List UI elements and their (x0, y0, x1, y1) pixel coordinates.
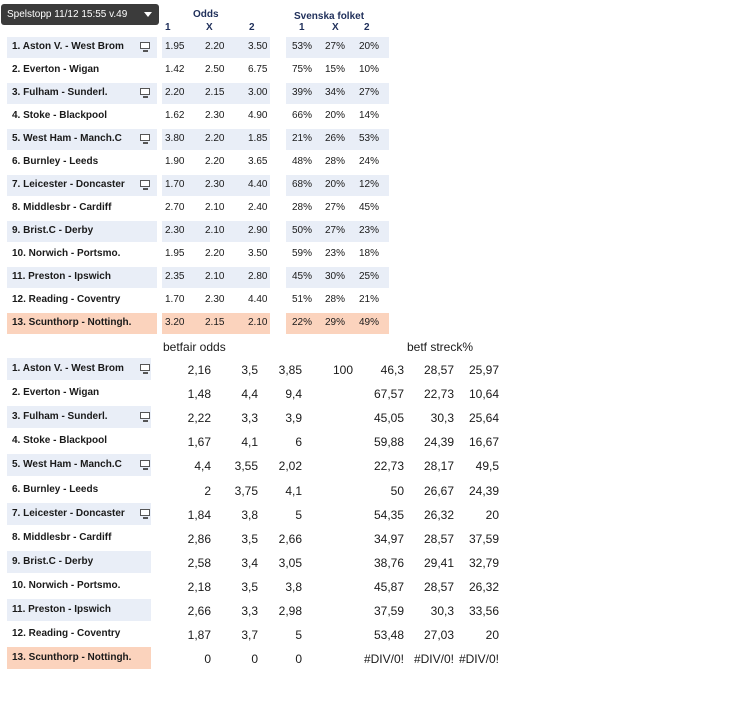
match-name: 13. Scunthorp - Nottingh. (12, 317, 132, 328)
betfair-odds-value: 3,5 (241, 579, 258, 594)
betfair-streck-value: 54,35 (373, 507, 404, 522)
match-name: 9. Brist.C - Derby (12, 225, 94, 236)
tv-icon (140, 134, 150, 141)
match-name: 2. Everton - Wigan (12, 387, 100, 399)
match-row[interactable] (0, 83, 390, 104)
betfair-odds-value: 4,1 (285, 483, 302, 498)
svenska-percent: 22% (292, 317, 313, 328)
betfair-row[interactable] (0, 454, 510, 476)
svenska-percent: 18% (359, 248, 380, 259)
betfair-streck-value: #DIV/0! (413, 652, 454, 667)
match-name: 6. Burnley - Leeds (12, 483, 99, 495)
odds-value: 1.95 (165, 248, 185, 259)
betfair-odds-value: 3,8 (241, 507, 258, 522)
svenska-percent: 20% (359, 41, 380, 52)
svenska-percent: 30% (325, 271, 346, 282)
odds-value: 2.10 (205, 271, 225, 282)
odds-value: 1.42 (165, 64, 185, 75)
odds-value: 1.62 (165, 110, 185, 121)
betfair-odds-value: 1,48 (187, 387, 211, 402)
match-name: 7. Leicester - Doncaster (12, 179, 125, 190)
tv-icon (140, 364, 150, 371)
odds-value: 1.95 (165, 41, 185, 52)
svenska-percent: 51% (292, 294, 313, 305)
match-name: 6. Burnley - Leeds (12, 156, 99, 167)
svenska-folket-header: Svenska folket (294, 11, 365, 22)
betfair-streck-value: 28,17 (423, 459, 454, 474)
svenska-percent: 53% (359, 133, 380, 144)
betfair-streck-value: 26,32 (468, 579, 499, 594)
match-row[interactable] (0, 267, 390, 288)
match-row[interactable] (0, 198, 390, 219)
svenska-percent: 12% (359, 179, 380, 190)
betfair-streck-value: 45,87 (373, 579, 404, 594)
svenska-percent: 24% (359, 156, 380, 167)
betfair-odds-value: 2,98 (278, 604, 302, 618)
svenska-percent: 27% (325, 41, 346, 52)
svenska-percent: 28% (292, 202, 313, 213)
svenska-percent: 75% (292, 64, 313, 75)
betfair-odds-value: 3,8 (285, 579, 302, 594)
tv-icon (140, 88, 150, 95)
betfair-streck-value: 25,64 (468, 411, 499, 426)
odds-value: 2.90 (248, 225, 268, 236)
betfair-odds-value: 3,3 (241, 411, 258, 426)
betfair-streck-value: 67,57 (373, 387, 404, 402)
sv-col-x: X (332, 22, 339, 33)
betfair-row[interactable] (0, 527, 510, 549)
odds-value: 2.30 (205, 294, 225, 305)
betfair-streck-value: #DIV/0! (363, 652, 404, 667)
odds-value: 2.40 (248, 202, 268, 213)
betfair-row[interactable] (0, 479, 510, 501)
betfair-odds-value: 3,05 (278, 555, 302, 570)
betfair-odds-value: 2,58 (187, 555, 211, 570)
betfair-odds-value: 2,86 (187, 531, 211, 546)
odds-value: 4.40 (248, 294, 268, 305)
odds-value: 3.00 (248, 87, 268, 98)
odds-value: 2.20 (205, 133, 225, 144)
betfair-streck-value: 29,41 (423, 555, 454, 570)
betfair-streck-value: 10,64 (468, 387, 499, 402)
odds-value: 1.70 (165, 294, 185, 305)
svenska-percent: 21% (359, 294, 380, 305)
betfair-streck-value: 37,59 (373, 604, 404, 618)
betfair-streck-value: 30,3 (430, 604, 454, 618)
svenska-percent: 59% (292, 248, 313, 259)
odds-value: 3.80 (165, 133, 185, 144)
betfair-odds-value: 2,18 (187, 579, 211, 594)
match-name: 11. Preston - Ipswich (12, 271, 111, 282)
tv-icon (140, 42, 150, 49)
svenska-percent: 27% (325, 202, 346, 213)
tv-icon (140, 412, 150, 419)
betfair-odds-value: 0 (204, 652, 211, 667)
svenska-percent: 27% (359, 87, 380, 98)
match-name: 10. Norwich - Portsmo. (12, 579, 121, 591)
betfair-streck-value: 59,88 (373, 435, 404, 450)
sv-col-1: 1 (299, 22, 305, 33)
svenska-percent: 21% (292, 133, 313, 144)
odds-value: 2.70 (165, 202, 185, 213)
tv-icon (140, 180, 150, 187)
betfair-streck-value: 26,32 (423, 507, 454, 522)
odds-col-2: 2 (249, 22, 255, 33)
odds-value: 1.90 (165, 156, 185, 167)
betfair-streck-value: 28,57 (423, 531, 454, 546)
match-name: 5. West Ham - Manch.C (12, 459, 122, 471)
match-row[interactable] (0, 129, 390, 150)
match-row[interactable] (0, 221, 390, 242)
betf-streck-label: betf streck% (407, 340, 474, 354)
svenska-percent: 28% (325, 156, 346, 167)
betfair-streck-value: 49,5 (475, 459, 499, 474)
betfair-streck-value: 34,97 (373, 531, 404, 546)
match-name: 2. Everton - Wigan (12, 64, 100, 75)
betfair-streck-value: 53,48 (373, 628, 404, 643)
betfair-odds-value: 6 (295, 435, 302, 450)
betfair-streck-value: 16,67 (468, 435, 499, 450)
betfair-row[interactable] (0, 623, 510, 645)
odds-value: 2.10 (205, 225, 225, 236)
svenska-percent: 27% (325, 225, 346, 236)
odds-value: 2.30 (205, 110, 225, 121)
match-name: 3. Fulham - Sunderl. (12, 87, 108, 98)
betfair-streck-value: 22,73 (373, 459, 404, 474)
svenska-percent: 66% (292, 110, 313, 121)
betfair-streck-value: 25,97 (468, 363, 499, 377)
betfair-odds-value: 4,1 (241, 435, 258, 450)
betfair-odds-value: 3,5 (241, 531, 258, 546)
odds-value: 2.30 (165, 225, 185, 236)
betfair-streck-value: 33,56 (468, 604, 499, 618)
match-name: 13. Scunthorp - Nottingh. (12, 652, 132, 664)
match-name: 1. Aston V. - West Brom (12, 363, 124, 374)
betfair-streck-value: #DIV/0! (458, 652, 499, 667)
match-name: 3. Fulham - Sunderl. (12, 411, 108, 423)
svenska-percent: 23% (325, 248, 346, 259)
match-row[interactable] (0, 244, 390, 265)
betfair-odds-value: 0 (295, 652, 302, 667)
svenska-percent: 10% (359, 64, 380, 75)
match-name: 1. Aston V. - West Brom (12, 41, 124, 52)
odds-value: 2.30 (205, 179, 225, 190)
betfair-row[interactable] (0, 599, 510, 621)
betfair-odds-value: 3,3 (241, 604, 258, 618)
match-name: 8. Middlesbr - Cardiff (12, 202, 112, 213)
svenska-percent: 45% (359, 202, 380, 213)
betfair-row[interactable] (0, 647, 510, 669)
betfair-odds-value: 3,85 (278, 363, 302, 377)
betfair-odds-value: 5 (295, 507, 302, 522)
odds-value: 4.40 (248, 179, 268, 190)
odds-value: 3.65 (248, 156, 268, 167)
svenska-percent: 15% (325, 64, 346, 75)
betfair-odds-value: 2,66 (187, 604, 211, 618)
odds-value: 2.20 (205, 248, 225, 259)
match-name: 7. Leicester - Doncaster (12, 507, 125, 519)
betfair-streck-value: 37,59 (468, 531, 499, 546)
betfair-streck-value: 28,57 (423, 579, 454, 594)
odds-value: 2.20 (165, 87, 185, 98)
betfair-odds-label: betfair odds (163, 340, 226, 354)
betfair-odds-value: 3,5 (241, 363, 258, 377)
odds-value: 2.15 (205, 87, 225, 98)
odds-value: 1.70 (165, 179, 185, 190)
betfair-odds-value: 2,16 (187, 363, 211, 377)
betfair-odds-value: 1,67 (187, 435, 211, 450)
betfair-odds-value: 4,4 (241, 387, 258, 402)
betfair-odds-value: 2 (204, 483, 211, 498)
svenska-percent: 50% (292, 225, 313, 236)
betfair-streck-value: 27,03 (423, 628, 454, 643)
betfair-streck-value: 38,76 (373, 555, 404, 570)
betfair-odds-value: 3,7 (241, 628, 258, 643)
betfair-odds-value: 0 (251, 652, 258, 667)
betfair-odds-value: 3,4 (241, 555, 258, 570)
odds-value: 4.90 (248, 110, 268, 121)
match-name: 8. Middlesbr - Cardiff (12, 531, 112, 543)
odds-header: Odds (193, 9, 219, 20)
tv-icon (140, 509, 150, 516)
match-name: 10. Norwich - Portsmo. (12, 248, 121, 259)
odds-col-x: X (206, 22, 213, 33)
odds-value: 2.20 (205, 41, 225, 52)
betfair-row[interactable] (0, 406, 510, 428)
odds-value: 2.15 (205, 317, 225, 328)
betfair-streck-value: 32,79 (468, 555, 499, 570)
svenska-percent: 20% (325, 179, 346, 190)
betfair-odds-value: 5 (295, 628, 302, 643)
match-row[interactable] (0, 175, 390, 196)
svenska-percent: 53% (292, 41, 313, 52)
betfair-streck-value: 28,57 (423, 363, 454, 377)
betfair-odds-value: 2,02 (278, 459, 302, 474)
svenska-percent: 20% (325, 110, 346, 121)
sv-col-2: 2 (364, 22, 370, 33)
betfair-streck-value: 50 (390, 483, 404, 498)
svenska-percent: 14% (359, 110, 380, 121)
odds-value: 3.50 (248, 248, 268, 259)
betfair-odds-value: 1,84 (187, 507, 211, 522)
betfair-odds-value: 2,22 (187, 411, 211, 426)
svenska-percent: 29% (325, 317, 346, 328)
betfair-streck-value: 45,05 (373, 411, 404, 426)
betfair-row[interactable] (0, 358, 510, 380)
match-row[interactable] (0, 106, 390, 127)
odds-value: 1.85 (248, 133, 268, 144)
betfair-total-value: 100 (332, 363, 353, 377)
dropdown-label: Spelstopp 11/12 15:55 v.49 (7, 9, 128, 20)
svenska-percent: 49% (359, 317, 380, 328)
odds-value: 2.50 (205, 64, 225, 75)
odds-value: 2.80 (248, 271, 268, 282)
betfair-streck-value: 20 (485, 507, 499, 522)
odds-value: 2.10 (248, 317, 268, 328)
tv-icon (140, 460, 150, 467)
chevron-down-icon (144, 12, 152, 17)
betfair-streck-value: 24,39 (423, 435, 454, 450)
betfair-streck-value: 24,39 (468, 483, 499, 498)
odds-value: 3.50 (248, 41, 268, 52)
svenska-percent: 48% (292, 156, 313, 167)
betfair-streck-value: 22,73 (423, 387, 454, 402)
betfair-odds-value: 9,4 (285, 387, 302, 402)
odds-value: 2.10 (205, 202, 225, 213)
match-row[interactable] (0, 313, 390, 334)
svenska-percent: 25% (359, 271, 380, 282)
odds-value: 2.20 (205, 156, 225, 167)
betfair-streck-value: 46,3 (380, 363, 404, 377)
svenska-percent: 23% (359, 225, 380, 236)
betfair-row[interactable] (0, 575, 510, 597)
betfair-row[interactable] (0, 430, 510, 452)
match-row[interactable] (0, 60, 390, 81)
match-name: 9. Brist.C - Derby (12, 555, 94, 567)
odds-value: 3.20 (165, 317, 185, 328)
betfair-row[interactable] (0, 503, 510, 525)
match-name: 5. West Ham - Manch.C (12, 133, 122, 144)
match-row[interactable] (0, 152, 390, 173)
betfair-streck-value: 20 (485, 628, 499, 643)
betfair-odds-value: 3,75 (234, 483, 258, 498)
betfair-row[interactable] (0, 551, 510, 573)
svenska-percent: 39% (292, 87, 313, 98)
betfair-odds-value: 4,4 (194, 459, 211, 474)
svenska-percent: 26% (325, 133, 346, 144)
match-name: 11. Preston - Ipswich (12, 604, 111, 615)
betfair-odds-value: 3,9 (285, 411, 302, 426)
betfair-streck-value: 26,67 (423, 483, 454, 498)
match-name: 4. Stoke - Blackpool (12, 435, 108, 447)
svenska-percent: 68% (292, 179, 313, 190)
svenska-percent: 45% (292, 271, 313, 282)
betfair-row[interactable] (0, 382, 510, 404)
match-row[interactable] (0, 290, 390, 311)
betfair-odds-value: 1,87 (187, 628, 211, 643)
spelstopp-dropdown[interactable] (1, 4, 159, 25)
betfair-odds-value: 2,66 (278, 531, 302, 546)
match-name: 12. Reading - Coventry (12, 628, 121, 640)
betfair-odds-value: 3,55 (234, 459, 258, 474)
odds-value: 2.35 (165, 271, 185, 282)
match-name: 12. Reading - Coventry (12, 294, 121, 305)
match-name: 4. Stoke - Blackpool (12, 110, 108, 121)
odds-value: 6.75 (248, 64, 268, 75)
betfair-streck-value: 30,3 (430, 411, 454, 426)
svenska-percent: 34% (325, 87, 346, 98)
match-row[interactable] (0, 37, 390, 58)
odds-col-1: 1 (165, 22, 171, 33)
svenska-percent: 28% (325, 294, 346, 305)
